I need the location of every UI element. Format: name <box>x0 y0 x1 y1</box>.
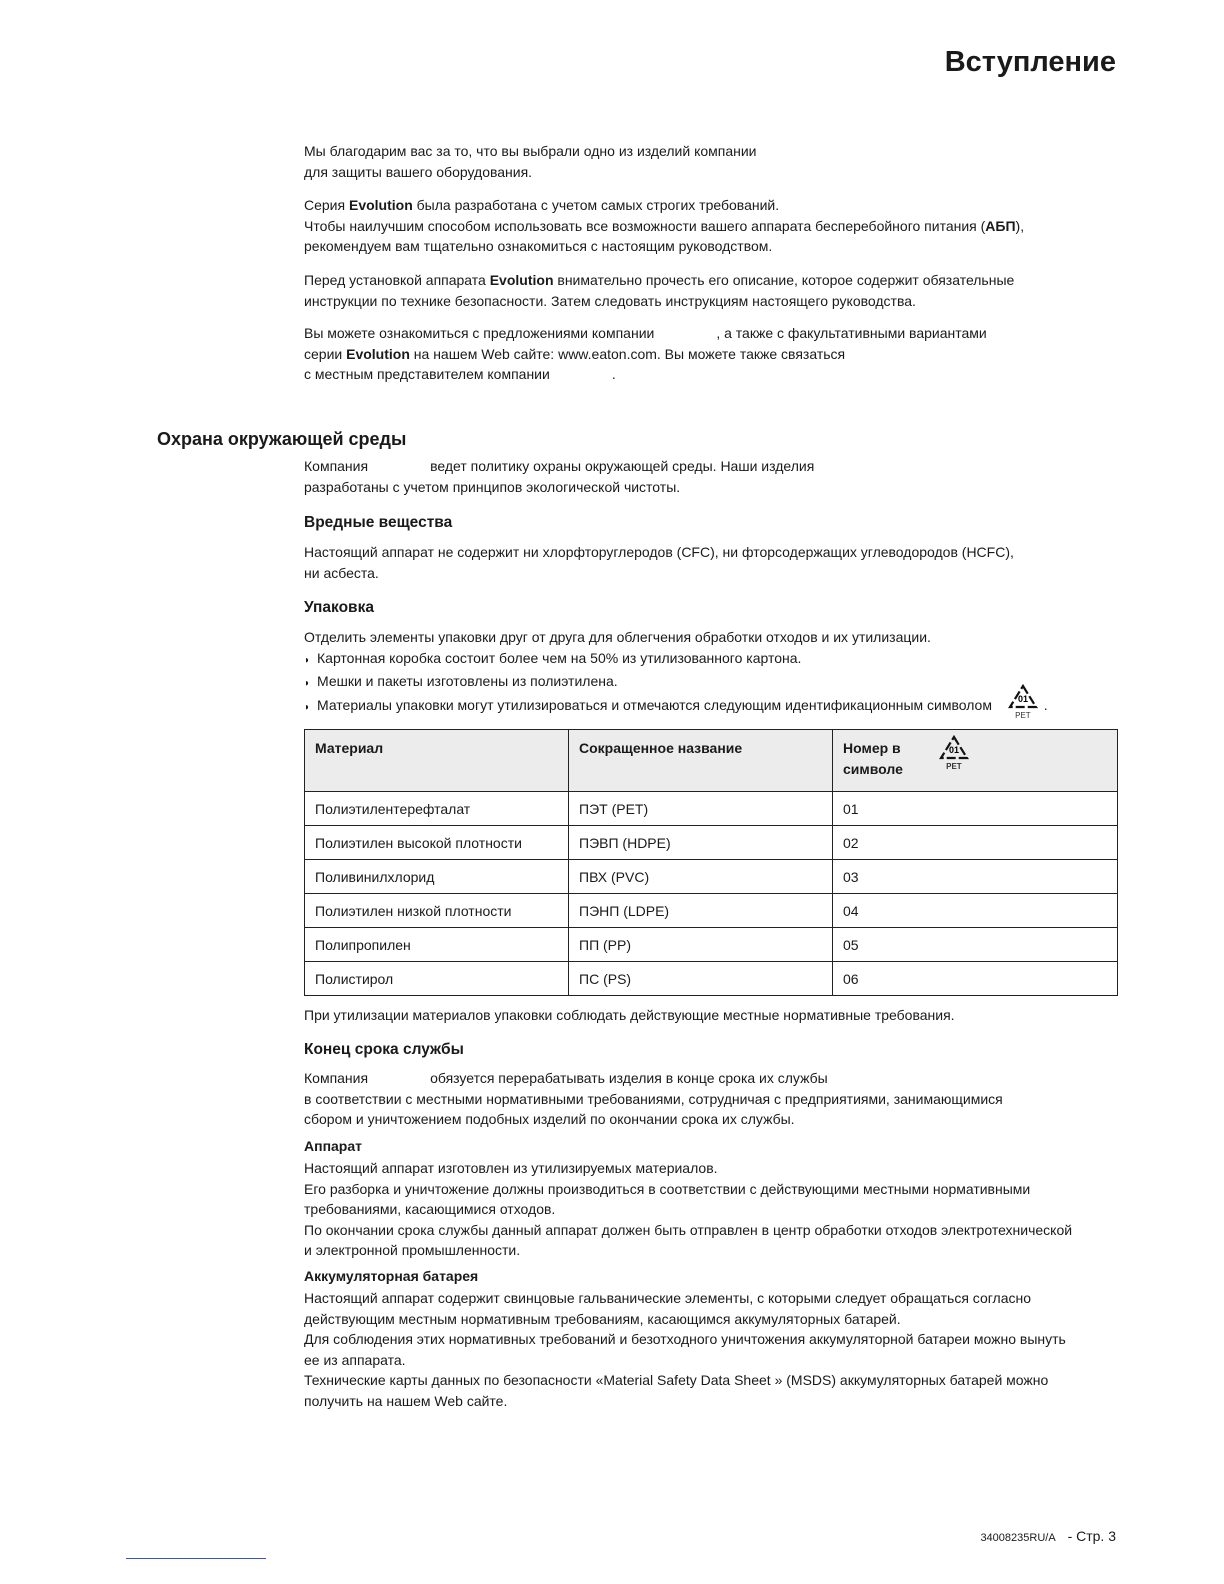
materials-table <box>304 729 1118 996</box>
text-segment: ), <box>1015 217 1025 234</box>
table-row <box>305 962 1118 996</box>
text-segment: на нашем Web сайте: www.eaton.com. Вы можете также связаться <box>409 345 846 362</box>
text-line <box>304 364 987 385</box>
text-line <box>304 695 1048 719</box>
text-line <box>304 195 1024 216</box>
text-segment: рекомендуем вам тщательно ознакомиться с настоящим руководством. <box>304 238 773 254</box>
intro-paragraph-3 <box>304 270 1014 311</box>
after-table-paragraph <box>304 1005 955 1026</box>
pet-number: 01 <box>948 745 959 755</box>
text-line <box>304 1109 1003 1130</box>
header-symbol-number <box>833 730 1118 792</box>
device-paragraph <box>304 1158 1072 1261</box>
recycle-pet-icon <box>1006 683 1040 720</box>
cell-short-name: ПП (PP) <box>569 928 833 962</box>
bullet-icon: ◗ <box>304 678 311 689</box>
text-line <box>304 1309 1066 1330</box>
pet-label: PET <box>1015 710 1031 720</box>
text-line <box>304 542 1014 563</box>
text-segment: Его разборка и уничтожение должны производиться в соответствии с действующими местными нормативными <box>304 1180 1031 1197</box>
recycle-pet-icon <box>937 734 971 771</box>
page-title: Вступление <box>944 46 1116 78</box>
cell-material: Полистирол <box>305 962 569 996</box>
bold-text: Evolution <box>348 197 413 213</box>
text-line <box>304 1329 1066 1350</box>
text-line <box>304 270 1014 291</box>
pet-label: PET <box>946 762 962 771</box>
text-line <box>304 563 1014 584</box>
cell-material: Полиэтилен высокой плотности <box>305 826 569 860</box>
text-line <box>304 344 987 365</box>
table-row <box>305 894 1118 928</box>
bold-text: АБП <box>985 217 1016 234</box>
text-segment: Для соблюдения этих нормативных требований и безотходного уничтожения аккумуляторной батареи можно вынуть <box>304 1331 1066 1347</box>
environment-paragraph <box>304 456 814 497</box>
text-line <box>304 236 1024 257</box>
cell-short-name: ПЭНП (LDPE) <box>569 894 833 928</box>
table-header-row <box>305 730 1118 792</box>
text-segment: ни асбеста. <box>304 564 379 581</box>
text-segment: серии <box>304 345 347 362</box>
text-segment: ведет политику охраны окружающей среды. Наши изделия <box>430 458 815 474</box>
text-line <box>304 216 1024 237</box>
text-line <box>304 1089 1003 1110</box>
text-segment: Серия <box>304 197 349 213</box>
text-segment: требованиями, касающимися отходов. <box>304 1201 556 1217</box>
text-segment: . <box>1039 696 1048 713</box>
text-segment: сбором и уничтожением подобных изделий по окончании срока их службы. <box>304 1111 795 1127</box>
intro-paragraph-2 <box>304 195 1024 257</box>
text-line <box>304 477 814 498</box>
text-segment: и электронной промышленности. <box>304 1242 521 1258</box>
text-segment: Технические карты данных по безопасности «Material Safety Data Sheet » (MSDS) аккумуляторных батарей можно <box>304 1372 1049 1388</box>
text-line <box>304 1391 1066 1412</box>
text-segment: обязуется перерабатывать изделия в конце срока их службы <box>430 1070 828 1086</box>
cell-short-name: ПС (PS) <box>569 962 833 996</box>
text-line <box>304 162 757 183</box>
cell-short-name: ПЭТ (PET) <box>569 792 833 826</box>
text-segment: Мешки и пакеты изготовлены из полиэтилена. <box>317 673 618 689</box>
text-segment: Картонная коробка состоит более чем на 50% из утилизованного картона. <box>317 649 802 666</box>
header-symbol-number-label: Номер в символе <box>843 740 903 777</box>
cell-material: Полиэтилентерефталат <box>305 792 569 826</box>
text-line <box>304 1158 1072 1179</box>
text-line <box>304 671 1048 695</box>
heading-packaging: Упаковка <box>304 599 374 616</box>
cell-symbol-number: 02 <box>833 826 1118 860</box>
end-of-life-paragraph <box>304 1068 1003 1130</box>
cell-symbol-number: 04 <box>833 894 1118 928</box>
text-segment: с местным представителем компании <box>304 366 550 382</box>
table-row <box>305 792 1118 826</box>
page-number: - Стр. 3 <box>1067 1528 1116 1544</box>
intro-paragraph-4 <box>304 323 987 385</box>
bold-text: Evolution <box>346 345 410 362</box>
cell-symbol-number: 06 <box>833 962 1118 996</box>
text-segment: Материалы упаковки могут утилизироваться и отмечаются следующим идентификационным символом <box>317 696 996 713</box>
text-segment: Перед установкой аппарата <box>304 272 490 288</box>
text-line <box>304 291 1014 312</box>
bullet-icon: ◗ <box>304 654 311 666</box>
cell-material: Поливинилхлорид <box>305 860 569 894</box>
text-segment: Настоящий аппарат не содержит ни хлорфторуглеродов (CFC), ни фторсодержащих углеводородов (HCFC), <box>304 544 1014 560</box>
text-segment: Чтобы наилучшим способом использовать все возможности вашего аппарата бесперебойного питания ( <box>304 217 986 234</box>
text-line <box>304 1068 1003 1089</box>
recycle-triangle-icon <box>937 734 971 762</box>
pet-number: 01 <box>1017 693 1028 704</box>
text-segment: получить на нашем Web сайте. <box>304 1392 508 1409</box>
cell-material: Полиэтилен низкой плотности <box>305 894 569 928</box>
text-line <box>304 1288 1066 1309</box>
text-segment: Настоящий аппарат содержит свинцовые гальванические элементы, с которыми следует обращаться согласно <box>304 1290 1032 1306</box>
text-line <box>304 1005 955 1026</box>
heading-harmful-substances: Вредные вещества <box>304 514 453 531</box>
cell-short-name: ПВХ (PVC) <box>569 860 833 894</box>
text-segment: Настоящий аппарат изготовлен из утилизируемых материалов. <box>304 1160 718 1176</box>
text-segment: действующим местным нормативным требованиям, касающимся аккумуляторных батарей. <box>304 1310 901 1327</box>
heading-end-of-life: Конец срока службы <box>304 1041 464 1058</box>
text-segment: была разработана с учетом самых строгих требований. <box>412 197 780 213</box>
heading-device: Аппарат <box>304 1138 363 1154</box>
text-line <box>304 141 757 162</box>
bold-text: Evolution <box>489 272 554 288</box>
text-segment: При утилизации материалов упаковки соблюдать действующие местные нормативные требования. <box>304 1007 955 1023</box>
cell-material: Полипропилен <box>305 928 569 962</box>
cell-symbol-number: 05 <box>833 928 1118 962</box>
text-line <box>304 1240 1072 1261</box>
text-segment: . <box>611 366 616 382</box>
text-segment: , а также с факультативными вариантами <box>716 325 987 341</box>
table-row <box>305 826 1118 860</box>
table-row <box>305 860 1118 894</box>
harmful-paragraph <box>304 542 1014 583</box>
text-segment: разработаны с учетом принципов экологической чистоты. <box>304 478 681 495</box>
text-line <box>304 456 814 477</box>
recycle-triangle-icon <box>1006 683 1040 711</box>
table-row <box>305 928 1118 962</box>
text-line <box>304 648 1048 672</box>
text-line <box>304 1179 1072 1200</box>
text-segment: в соответствии с местными нормативными требованиями, сотрудничая с предприятиями, занимающимися <box>304 1090 1003 1107</box>
footer-rule <box>126 1558 266 1559</box>
text-line <box>304 323 987 344</box>
text-segment: Компания <box>304 1070 369 1086</box>
text-segment: инструкции по технике безопасности. Затем следовать инструкциям настоящего руководства. <box>304 292 916 309</box>
cell-symbol-number: 03 <box>833 860 1118 894</box>
header-short-name: Сокращенное название <box>569 730 833 792</box>
text-segment: По окончании срока службы данный аппарат должен быть отправлен в центр обработки отходов электротехнической <box>304 1221 1073 1238</box>
intro-paragraph-1 <box>304 141 757 182</box>
document-code: 34008235RU/A <box>980 1532 1056 1544</box>
text-segment: Мы благодарим вас за то, что вы выбрали одно из изделий компании <box>304 143 757 159</box>
page-footer <box>980 1528 1116 1544</box>
bullet-icon: ◗ <box>304 701 311 713</box>
cell-symbol-number: 01 <box>833 792 1118 826</box>
heading-battery: Аккумуляторная батарея <box>304 1268 479 1284</box>
text-segment: внимательно прочесть его описание, которое содержит обязательные <box>553 272 1015 288</box>
battery-paragraph <box>304 1288 1066 1411</box>
text-line <box>304 1370 1066 1391</box>
text-line <box>304 627 1048 648</box>
text-line <box>304 1350 1066 1371</box>
text-segment: Отделить элементы упаковки друг от друга для облегчения обработки отходов и их утилизации. <box>304 629 931 645</box>
text-segment: для защиты вашего оборудования. <box>304 163 533 180</box>
text-segment: ее из аппарата. <box>304 1351 406 1368</box>
section-heading-environment: Охрана окружающей среды <box>157 429 407 449</box>
header-material: Материал <box>305 730 569 792</box>
text-line <box>304 1220 1072 1241</box>
cell-short-name: ПЭВП (HDPE) <box>569 826 833 860</box>
packaging-paragraph <box>304 627 1048 718</box>
text-line <box>304 1199 1072 1220</box>
text-segment: Вы можете ознакомиться с предложениями компании <box>304 325 655 341</box>
text-segment: Компания <box>304 458 369 474</box>
